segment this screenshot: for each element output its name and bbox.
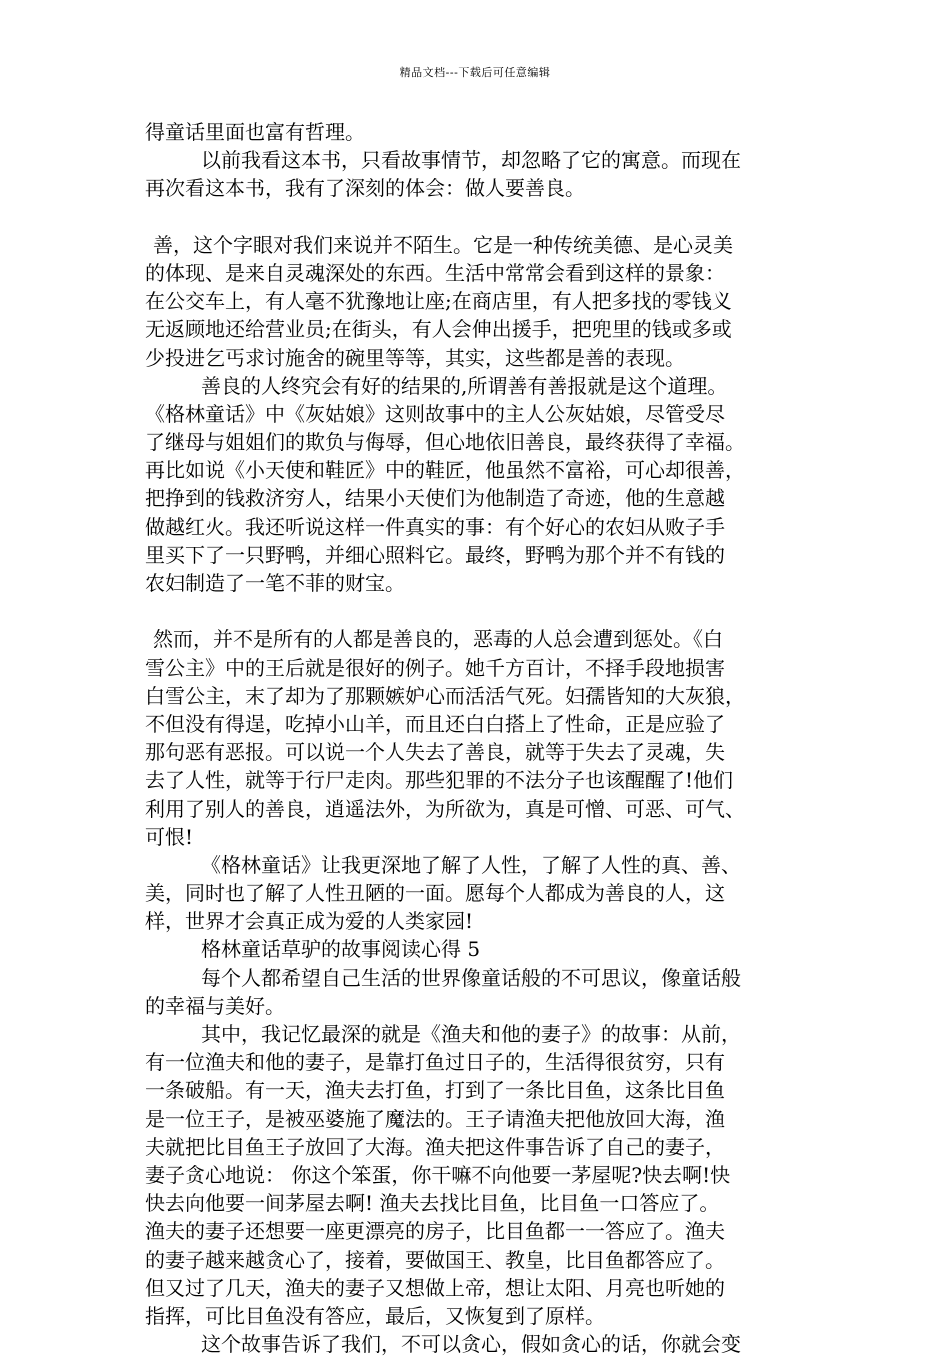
text-line: 《格林童话》中《灰姑娘》这则故事中的主人公灰姑娘，尽管受尽	[145, 401, 725, 426]
text-line: 快去向他要一间茅屋去啊! 渔夫去找比目鱼，比目鱼一口答应了。	[145, 1191, 720, 1216]
text-line: 指挥，可比目鱼没有答应，最后，又恢复到了原样。	[145, 1303, 605, 1328]
text-line: 但又过了几天，渔夫的妻子又想做上帝，想让太阳、月亮也听她的	[145, 1275, 725, 1300]
blank-line	[145, 203, 825, 231]
text-line: 去了人性，就等于行尸走肉。那些犯罪的不法分子也该醒醒了!他们	[145, 768, 734, 793]
section-title: 格林童话草驴的故事阅读心得 5	[201, 937, 481, 962]
text-line: 妻子贪心地说： 你这个笨蛋，你干嘛不向他要一茅屋呢?快去啊!快	[145, 1162, 731, 1187]
text-line: 有一位渔夫和他的妻子，是靠打鱼过日子的，生活得很贫穷，只有	[145, 1050, 725, 1075]
text-line: 在公交车上，有人毫不犹豫地让座;在商店里，有人把多找的零钱义	[145, 289, 732, 314]
text-line: 再比如说《小天使和鞋匠》中的鞋匠，他虽然不富裕，可心却很善，	[145, 458, 745, 483]
text-line: 农妇制造了一笔不菲的财宝。	[145, 571, 405, 595]
text-line: 样，世界才会真正成为爱的人类家园!	[145, 909, 474, 934]
text-line: 这个故事告诉了我们，不可以贪心，假如贪心的话，你就会变	[201, 1332, 741, 1357]
text-line: 然而，并不是所有的人都是善良的，恶毒的人总会遭到惩处。《白	[153, 627, 723, 652]
text-line: 里买下了一只野鸭，并细心照料它。最终，野鸭为那个并不有钱的	[145, 542, 725, 567]
text-line: 可恨!	[145, 824, 194, 849]
text-line: 少投进乞丐求讨施舍的碗里等等，其实，这些都是善的表现。	[145, 345, 685, 370]
blank-line	[145, 597, 825, 625]
page-header: 精品文档---下载后可任意编辑	[399, 66, 551, 79]
text-line: 美，同时也了解了人性丑陋的一面。愿每个人都成为善良的人，这	[145, 881, 725, 906]
text-line: 再次看这本书，我有了深刻的体会：做人要善良。	[145, 176, 585, 201]
text-line: 的妻子越来越贪心了，接着，要做国王、教皇，比目鱼都答应了。	[145, 1247, 725, 1272]
text-line: 无返顾地还给营业员;在街头，有人会伸出援手，把兜里的钱或多或	[145, 317, 732, 342]
text-line: 善，这个字眼对我们来说并不陌生。它是一种传统美德、是心灵美	[153, 232, 733, 257]
text-line: 那句恶有恶报。可以说一个人失去了善良，就等于失去了灵魂，失	[145, 740, 725, 765]
text-line: 了继母与姐姐们的欺负与侮辱，但心地依旧善良，最终获得了幸福。	[145, 430, 745, 455]
text-line: 渔夫的妻子还想要一座更漂亮的房子，比目鱼都一一答应了。渔夫	[145, 1219, 725, 1244]
text-line: 一条破船。有一天，渔夫去打鱼，打到了一条比目鱼，这条比目鱼	[145, 1078, 725, 1103]
text-line: 得童话里面也富有哲理。	[145, 120, 365, 144]
text-line: 其中，我记忆最深的就是《渔夫和他的妻子》的故事：从前，	[201, 1022, 741, 1046]
text-line: 夫就把比目鱼王子放回了大海。渔夫把这件事告诉了自己的妻子，	[145, 1134, 725, 1159]
text-line: 雪公主》中的王后就是很好的例子。她千方百计，不择手段地损害	[145, 655, 725, 680]
text-line: 以前我看这本书，只看故事情节，却忽略了它的寓意。而现在	[201, 148, 741, 173]
text-line: 的体现、是来自灵魂深处的东西。生活中常常会看到这样的景象：	[145, 260, 725, 285]
text-line: 把挣到的钱救济穷人，结果小天使们为他制造了奇迹，他的生意越	[145, 486, 725, 511]
text-line: 利用了别人的善良，逍遥法外，为所欲为，真是可憎、可恶、可气、	[145, 796, 745, 821]
text-line: 做越红火。我还听说这样一件真实的事：有个好心的农妇从败子手	[145, 514, 725, 539]
text-line: 每个人都希望自己生活的世界像童话般的不可思议，像童话般	[201, 965, 741, 990]
text-line: 白雪公主，末了却为了那颗嫉妒心而活活气死。妇孺皆知的大灰狼，	[145, 683, 745, 708]
text-line: 善良的人终究会有好的结果的,所谓善有善报就是这个道理。	[201, 373, 728, 398]
text-line: 的幸福与美好。	[145, 993, 285, 1018]
text-line: 不但没有得逞，吃掉小山羊，而且还白白搭上了性命，正是应验了	[145, 711, 725, 736]
text-line: 《格林童话》让我更深地了解了人性，了解了人性的真、善、	[201, 852, 741, 877]
text-line: 是一位王子，是被巫婆施了魔法的。王子请渔夫把他放回大海，渔	[145, 1106, 725, 1131]
document-body	[145, 118, 825, 1358]
